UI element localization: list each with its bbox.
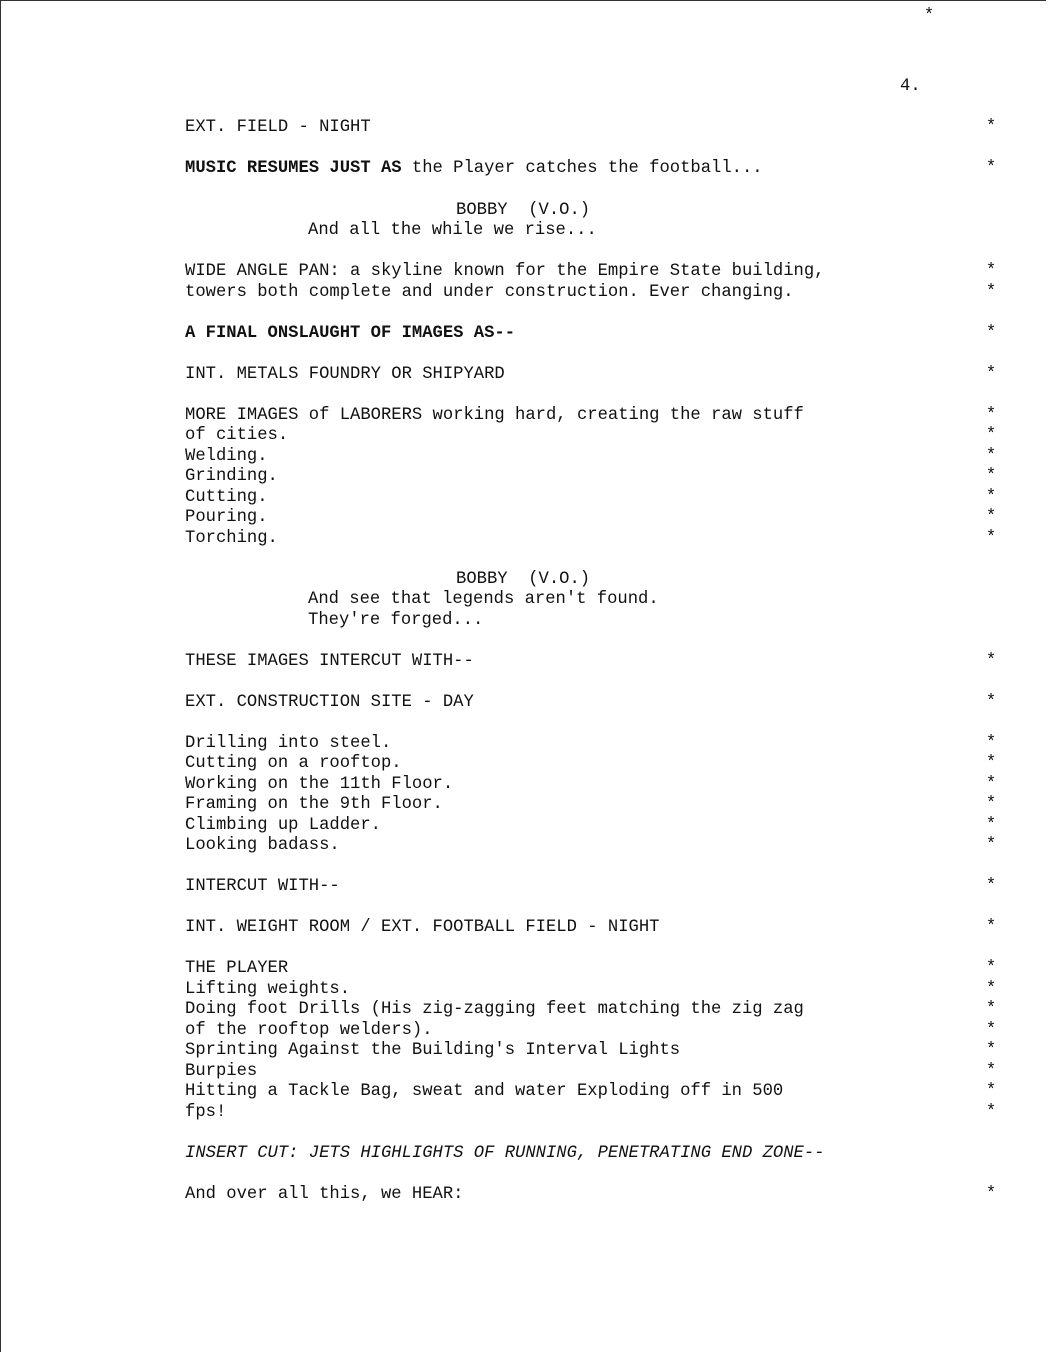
insert-cut-line: INSERT CUT: JETS HIGHLIGHTS OF RUNNING, PENETRATING END ZONE-- [185, 1144, 825, 1163]
revision-mark: * [985, 1103, 997, 1122]
dialogue-line: They're forged... [308, 611, 484, 630]
dialogue-line: And all the while we rise... [308, 221, 597, 240]
revision-mark: * [985, 406, 997, 425]
revision-mark: * [985, 959, 997, 978]
revision-mark: * [985, 980, 997, 999]
action-line: Cutting on a rooftop. [185, 754, 402, 773]
action-bold-lead: MUSIC RESUMES JUST AS [185, 159, 402, 178]
dialogue-line: And see that legends aren't found. [308, 590, 659, 609]
revision-mark: * [985, 283, 997, 302]
action-line: fps! [185, 1103, 227, 1122]
revision-mark: * [985, 1062, 997, 1081]
revision-mark: * [985, 426, 997, 445]
revision-mark: * [985, 754, 997, 773]
character-name: BOBBY (V.O.) [456, 570, 591, 589]
revision-mark: * [985, 652, 997, 671]
revision-mark: * [985, 693, 997, 712]
revision-mark: * [985, 159, 997, 178]
revision-mark: * [985, 508, 997, 527]
revision-mark: * [985, 775, 997, 794]
action-line: Pouring. [185, 508, 268, 527]
action-line: Working on the 11th Floor. [185, 775, 454, 794]
revision-mark: * [985, 324, 997, 343]
action-line: Doing foot Drills (His zig-zagging feet matching the zig zag [185, 1000, 804, 1019]
revision-mark: * [985, 877, 997, 896]
action-rest: the Player catches the football... [401, 159, 763, 178]
revision-mark: * [985, 1082, 997, 1101]
action-line [185, 159, 763, 179]
revision-mark: * [985, 734, 997, 753]
scene-heading: EXT. FIELD - NIGHT [185, 118, 371, 137]
action-line: of the rooftop welders). [185, 1021, 433, 1040]
action-line: THE PLAYER [185, 959, 289, 978]
action-line: Torching. [185, 529, 278, 548]
top-revision-mark: * [923, 7, 935, 26]
revision-mark: * [985, 1021, 997, 1040]
revision-mark: * [985, 529, 997, 548]
action-line: WIDE ANGLE PAN: a skyline known for the Empire State building, [185, 262, 825, 281]
revision-mark: * [985, 118, 997, 137]
action-line: Lifting weights. [185, 980, 351, 999]
revision-mark: * [985, 1185, 997, 1204]
scene-heading: EXT. CONSTRUCTION SITE - DAY [185, 693, 474, 712]
transition-line: INTERCUT WITH-- [185, 877, 340, 896]
revision-mark: * [985, 836, 997, 855]
revision-mark: * [985, 488, 997, 507]
revision-mark: * [985, 365, 997, 384]
revision-mark: * [985, 447, 997, 466]
action-line: Hitting a Tackle Bag, sweat and water Exploding off in 500 [185, 1082, 784, 1101]
action-line: Welding. [185, 447, 268, 466]
action-line: Cutting. [185, 488, 268, 507]
revision-mark: * [985, 795, 997, 814]
transition-line: THESE IMAGES INTERCUT WITH-- [185, 652, 474, 671]
page-number: 4. [900, 77, 921, 96]
scene-heading: INT. WEIGHT ROOM / EXT. FOOTBALL FIELD - NIGHT [185, 918, 660, 937]
action-line: of cities. [185, 426, 289, 445]
action-line: And over all this, we HEAR: [185, 1185, 464, 1204]
action-line: Drilling into steel. [185, 734, 392, 753]
character-name: BOBBY (V.O.) [456, 201, 591, 220]
action-line: MORE IMAGES of LABORERS working hard, creating the raw stuff [185, 406, 804, 425]
revision-mark: * [985, 1041, 997, 1060]
revision-mark: * [985, 918, 997, 937]
revision-mark: * [985, 816, 997, 835]
revision-mark: * [985, 1000, 997, 1019]
action-line: Climbing up Ladder. [185, 816, 381, 835]
action-line: Grinding. [185, 467, 278, 486]
scene-heading: INT. METALS FOUNDRY OR SHIPYARD [185, 365, 505, 384]
revision-mark: * [985, 467, 997, 486]
action-line: Sprinting Against the Building's Interval Lights [185, 1041, 681, 1060]
action-line: Framing on the 9th Floor. [185, 795, 443, 814]
action-line: Looking badass. [185, 836, 340, 855]
action-bold-line: A FINAL ONSLAUGHT OF IMAGES AS-- [185, 324, 516, 343]
revision-mark: * [985, 262, 997, 281]
action-line: Burpies [185, 1062, 258, 1081]
action-line: towers both complete and under construction. Ever changing. [185, 283, 794, 302]
